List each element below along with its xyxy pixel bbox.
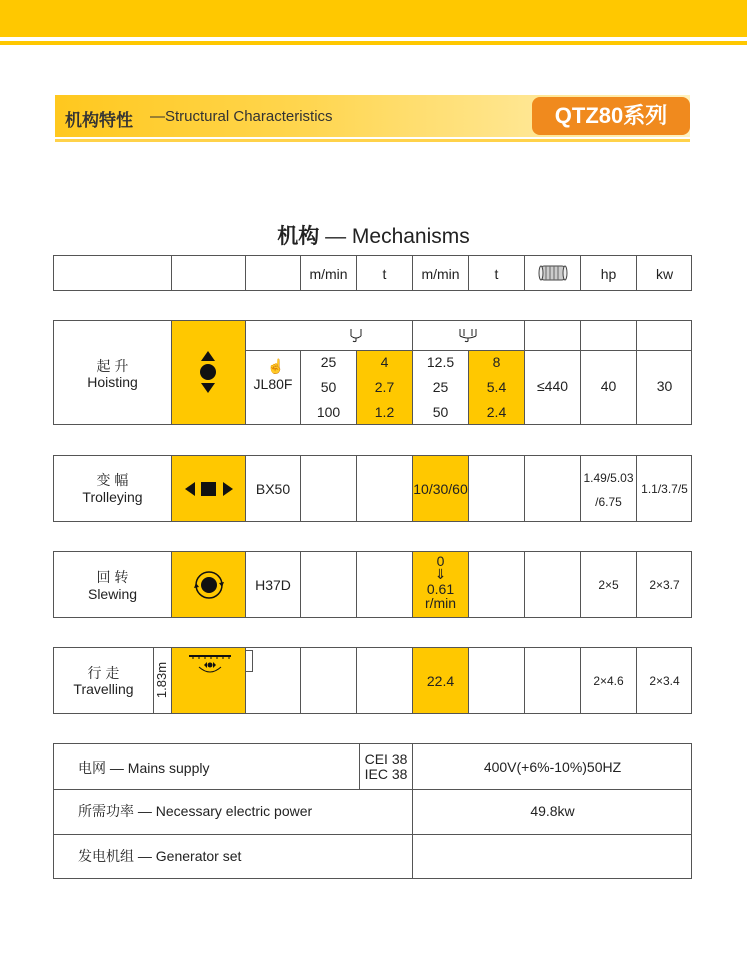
hoisting-load-a-1: 4 [380, 354, 389, 370]
mains-supply-value: 400V(+6%-10%)50HZ [483, 759, 622, 775]
trolley-left-right-icon [183, 480, 235, 503]
hoisting-speed-b-1: 12.5 [426, 354, 455, 370]
trolleying-speed: 10/30/60 [413, 481, 468, 497]
slewing-speed-value: 0.61 [426, 581, 455, 597]
trolleying-row [53, 455, 692, 522]
travelling-wheels-icon [187, 653, 233, 678]
trolleying-hp-line2: /6.75 [595, 495, 622, 509]
trolleying-label-en: Trolleying [82, 489, 143, 505]
necessary-power-value: 49.8kw [530, 803, 575, 819]
hoisting-load-b-3: 2.4 [486, 404, 507, 420]
hoist-up-down-icon [195, 349, 221, 400]
title-cn: 机构 [277, 225, 320, 248]
hoisting-load-a-3: 1.2 [374, 404, 395, 420]
travelling-row [53, 647, 692, 714]
top-accent-line [0, 41, 747, 45]
banner-title-cn: 机构特性 [65, 111, 133, 130]
track-gauge: 1.83m [154, 661, 169, 699]
double-hook-icon [457, 327, 479, 348]
slewing-kw: 2×3.7 [649, 578, 680, 592]
slewing-rotation-icon [193, 569, 225, 606]
slewing-speed-arrow: ⇓ [434, 566, 447, 582]
hoisting-hp: 40 [600, 378, 617, 394]
slewing-model: H37D [255, 577, 291, 593]
travelling-kw: 2×3.4 [649, 674, 680, 688]
hoisting-speed-a-1: 25 [320, 354, 337, 370]
hoisting-speed-b-2: 25 [432, 379, 449, 395]
hoisting-speed-a-3: 100 [316, 404, 341, 420]
hoisting-load-b-2: 5.4 [486, 379, 507, 395]
banner-underline [55, 139, 690, 142]
power-table [53, 743, 692, 879]
hand-cursor-icon: ☝ [267, 358, 285, 374]
slewing-row [53, 551, 692, 618]
trolleying-kw: 1.1/3.7/5 [641, 482, 688, 496]
hoisting-row [53, 320, 692, 425]
slewing-speed-unit: r/min [424, 595, 457, 611]
hoisting-speed-a-2: 50 [320, 379, 337, 395]
hoisting-label-en: Hoisting [87, 374, 138, 390]
mains-standard-2: IEC 38 [364, 766, 408, 782]
model-badge: QTZ80系列 [532, 97, 690, 135]
slewing-speed-top: 0 [436, 553, 445, 569]
trolleying-label-cn: 变 幅 [96, 472, 129, 488]
header-speed-unit-2: m/min [421, 266, 460, 282]
mains-standard-1: CEI 38 [364, 751, 408, 767]
hoisting-kw: 30 [656, 378, 673, 394]
travelling-speed: 22.4 [426, 673, 455, 689]
hoisting-model: JL80F [253, 376, 293, 392]
banner-title-en: —Structural Characteristics [150, 108, 333, 125]
trolleying-model: BX50 [255, 481, 291, 497]
header-load-unit-1: t [382, 266, 387, 282]
hoisting-label-cn: 起 升 [96, 358, 129, 374]
generator-set-label: 发电机组 — Generator set [78, 848, 242, 864]
trolleying-hp-line1: 1.49/5.03 [583, 471, 634, 485]
single-hook-icon [348, 327, 364, 348]
header-hp: hp [600, 266, 617, 282]
rope-drum-icon [538, 263, 568, 288]
hoisting-load-b-1: 8 [492, 354, 501, 370]
travelling-label-en: Travelling [73, 681, 134, 697]
top-color-bar [0, 0, 747, 37]
mains-supply-label: 电网 — Mains supply [78, 760, 210, 776]
title-en: — Mechanisms [325, 225, 470, 248]
hoisting-rope: ≤440 [536, 378, 569, 394]
header-row [53, 255, 692, 291]
necessary-power-label: 所需功率 — Necessary electric power [78, 803, 313, 819]
travelling-label-cn: 行 走 [87, 665, 120, 681]
hoisting-load-a-2: 2.7 [374, 379, 395, 395]
header-kw: kw [655, 266, 674, 282]
slewing-label-en: Slewing [87, 586, 138, 602]
page-title [0, 220, 747, 250]
hoisting-speed-b-3: 50 [432, 404, 449, 420]
travelling-hp: 2×4.6 [593, 674, 624, 688]
header-speed-unit-1: m/min [309, 266, 348, 282]
header-load-unit-2: t [494, 266, 499, 282]
small-box-icon [245, 650, 253, 672]
slewing-label-cn: 回 转 [96, 569, 129, 585]
slewing-hp: 2×5 [598, 578, 619, 592]
